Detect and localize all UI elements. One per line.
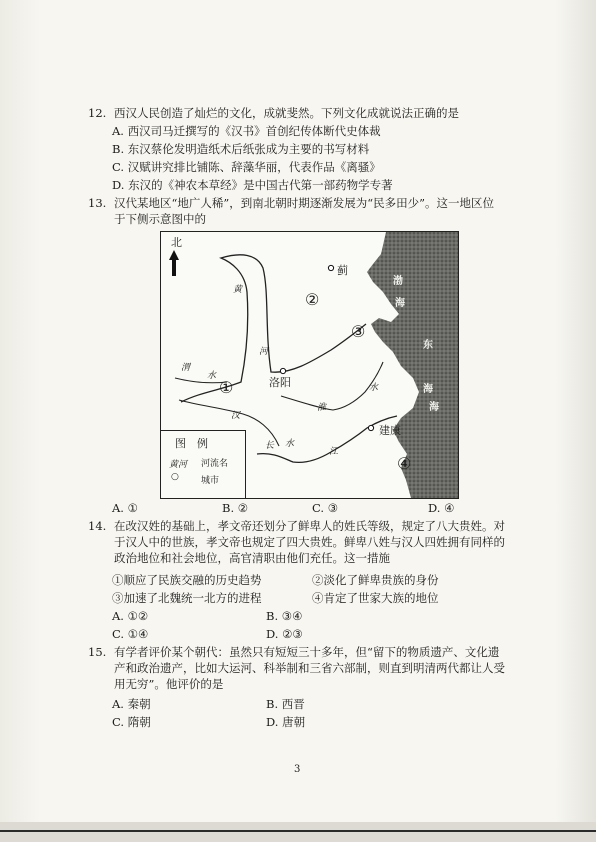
city-dot-luoyang xyxy=(280,368,285,373)
river-label: 水 xyxy=(207,371,217,381)
river-label: 淮 xyxy=(317,403,327,413)
option-d: D. ④ xyxy=(428,501,455,515)
river-label: 长 xyxy=(265,441,275,451)
option-a: A. ①② xyxy=(112,609,149,623)
city-label-luoyang: 洛阳 xyxy=(269,376,291,389)
option-a: A. ① xyxy=(112,501,138,515)
sea-label: 渤 xyxy=(393,276,403,287)
river-label: 江 xyxy=(329,447,339,457)
sea-label: 海 xyxy=(423,384,433,395)
river-label: 渭 xyxy=(181,363,191,373)
north-arrow-head xyxy=(169,250,179,260)
sea-label: 东 xyxy=(423,340,433,351)
question-stem-line-2: 于汉人中的世族，孝文帝也规定了四大贵姓。鲜卑八姓与汉人四姓拥有同样的 xyxy=(114,535,505,549)
marker-1: ① xyxy=(219,378,234,397)
option-d: D. ②③ xyxy=(266,627,303,641)
city-label-ji: 蓟 xyxy=(337,264,348,277)
question-stem-line-2: 于下侧示意图中的 xyxy=(114,212,206,226)
option-d: D. 东汉的《神农本草经》是中国古代第一部药物学专著 xyxy=(112,178,393,192)
option-c: C. 汉赋讲究排比铺陈、辞藻华丽，代表作品《离骚》 xyxy=(112,160,381,174)
marker-2: ② xyxy=(305,290,320,309)
statement-2: ②淡化了鲜卑贵族的身份 xyxy=(312,573,439,587)
city-dot-ji xyxy=(328,265,333,270)
question-stem-line-2: 产和政治遗产，比如大运河、科举制和三省六部制，则直到明清两代都让人受 xyxy=(114,661,505,675)
schematic-map xyxy=(160,231,459,499)
map-legend xyxy=(161,430,246,499)
option-c: C. ③ xyxy=(312,501,339,515)
sea-label: 海 xyxy=(429,402,439,413)
question-15 xyxy=(88,644,508,692)
option-a: A. 西汉司马迁撰写的《汉书》首创纪传体断代史体裁 xyxy=(112,124,381,138)
question-number: 12. xyxy=(88,106,107,120)
question-stem-line-1: 在改汉姓的基础上，孝文帝还划分了鲜卑人的姓氏等级，规定了八大贵姓。对 xyxy=(114,519,505,533)
option-b: B. ③④ xyxy=(266,609,303,623)
page-bottom-edge xyxy=(0,822,596,842)
legend-city-label: 城市 xyxy=(201,476,220,486)
option-b: B. 西晋 xyxy=(266,697,305,711)
river-label: 黄 xyxy=(233,285,243,295)
river-label: 河 xyxy=(259,347,269,357)
question-stem-line-3: 政治地位和社会地位，高官清职由他们充任。这一措施 xyxy=(114,551,390,565)
huai-river xyxy=(281,362,383,410)
option-c: C. ①④ xyxy=(112,627,149,641)
statement-1: ①顺应了民族交融的历史趋势 xyxy=(112,573,262,587)
yangtze-river xyxy=(257,416,397,462)
legend-river-label: 河流名 xyxy=(201,459,229,469)
question-number: 15. xyxy=(88,645,107,659)
city-label-jiankang: 建康 xyxy=(379,424,401,437)
option-a: A. 秦朝 xyxy=(112,697,151,711)
eastern-land xyxy=(367,232,458,498)
question-number: 14. xyxy=(88,519,107,533)
north-label: 北 xyxy=(171,236,182,249)
question-13 xyxy=(88,195,508,227)
sea-label: 海 xyxy=(395,298,405,309)
question-stem-line-1: 汉代某地区“地广人稀”，到南北朝时期逐渐发展为“民多田少”。这一地区位 xyxy=(114,196,495,210)
question-stem: 西汉人民创造了灿烂的文化，成就斐然。下列文化成就说法正确的是 xyxy=(114,106,459,120)
legend-river-sample: 黄河 xyxy=(169,460,188,470)
question-12 xyxy=(88,105,508,121)
option-d: D. 唐朝 xyxy=(266,715,306,729)
option-b: B. ② xyxy=(222,501,249,515)
question-stem-line-1: 有学者评价某个朝代：虽然只有短短三十多年，但“留下的物质遗产、文化遗 xyxy=(114,645,500,659)
river-label: 水 xyxy=(285,439,295,449)
river-label: 汉 xyxy=(231,411,241,421)
question-14 xyxy=(88,518,508,566)
marker-3: ③ xyxy=(351,322,366,341)
question-number: 13. xyxy=(88,196,107,210)
statement-3: ③加速了北魏统一北方的进程 xyxy=(112,591,262,605)
statement-4: ④肯定了世家大族的地位 xyxy=(312,591,439,605)
city-dot-jiankang xyxy=(368,425,373,430)
option-c: C. 隋朝 xyxy=(112,715,151,729)
option-b: B. 东汉蔡伦发明造纸术后纸张成为主要的书写材料 xyxy=(112,142,370,156)
question-stem-line-3: 用无穷”。他评价的是 xyxy=(114,677,224,691)
marker-4: ④ xyxy=(397,454,412,473)
page-number: 3 xyxy=(294,764,301,775)
river-label: 水 xyxy=(369,383,379,393)
legend-title: 图 例 xyxy=(175,437,208,450)
legend-city-symbol: ○ xyxy=(171,472,179,482)
page-bottom-line xyxy=(0,830,596,832)
